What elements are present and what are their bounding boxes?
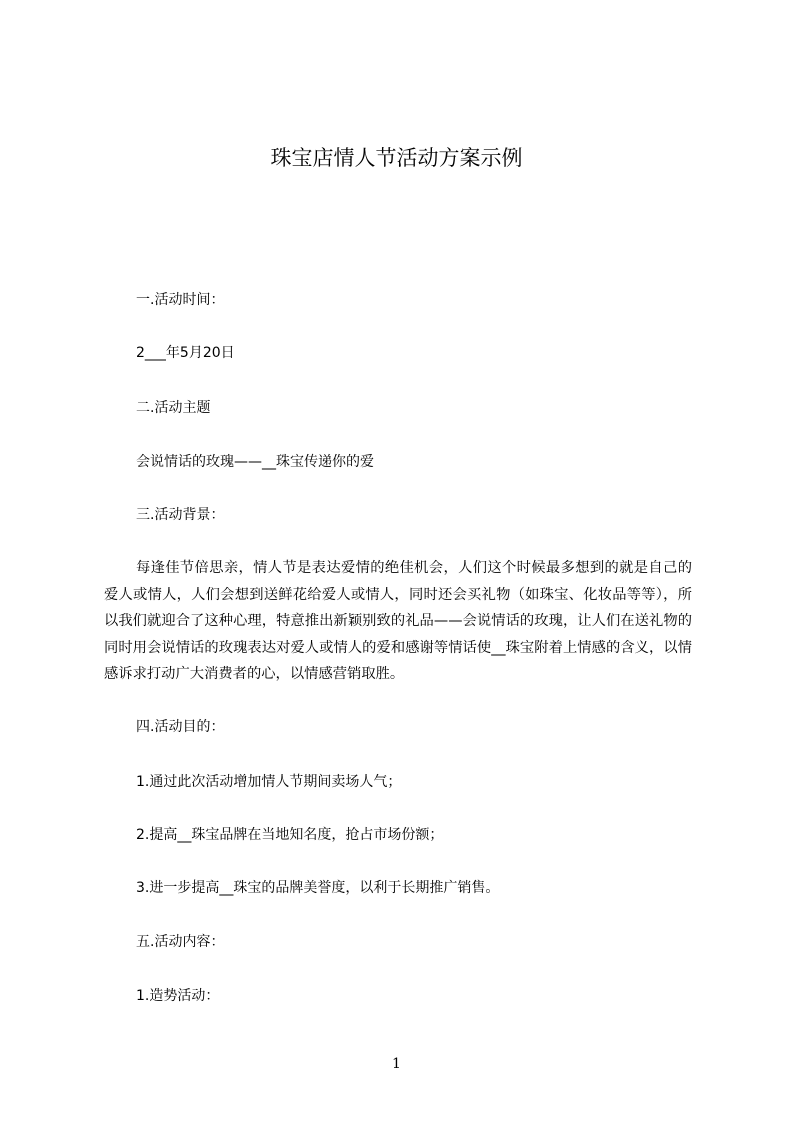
goal-item-1: 1.通过此次活动增加情人节期间卖场人气； [136, 774, 402, 790]
section-heading-theme: 二.活动主题 [136, 400, 211, 416]
page-number: 1 [392, 1056, 401, 1072]
section-heading-background: 三.活动背景： [136, 507, 225, 523]
goal-item-2: 2.提高__珠宝品牌在当地知名度，抢占市场份额； [136, 827, 444, 843]
section-heading-goals: 四.活动目的： [136, 719, 225, 735]
activity-theme: 会说情话的玫瑰——__珠宝传递你的爱 [136, 454, 374, 470]
section-heading-content: 五.活动内容： [136, 934, 225, 950]
background-paragraph: 每逢佳节倍思亲，情人节是表达爱情的绝佳机会，人们这个时候最多想到的就是自己的爱人或情人，人们会想到送鲜花给爱人或情人，同时还会买礼物（如珠宝、化妆品等等），所以我们就迎合了这种心理，特意推出新颖别致的礼品——会说情话的玫瑰，让人们在送礼物的同时用会说情话的玫瑰表达对爱人或情人的爱和感谢等情话使__珠宝附着上情感的含义，以情感诉求打动广大消费者的心，以情感营销取胜。 [104, 560, 692, 683]
activity-date: 2___年5月20日 [136, 345, 235, 361]
section-heading-time: 一.活动时间： [136, 292, 225, 308]
content-item-1: 1.造势活动： [136, 988, 220, 1004]
goal-item-3: 3.进一步提高__珠宝的品牌美誉度，以利于长期推广销售。 [136, 880, 500, 896]
document-title: 珠宝店情人节活动方案示例 [270, 146, 523, 170]
